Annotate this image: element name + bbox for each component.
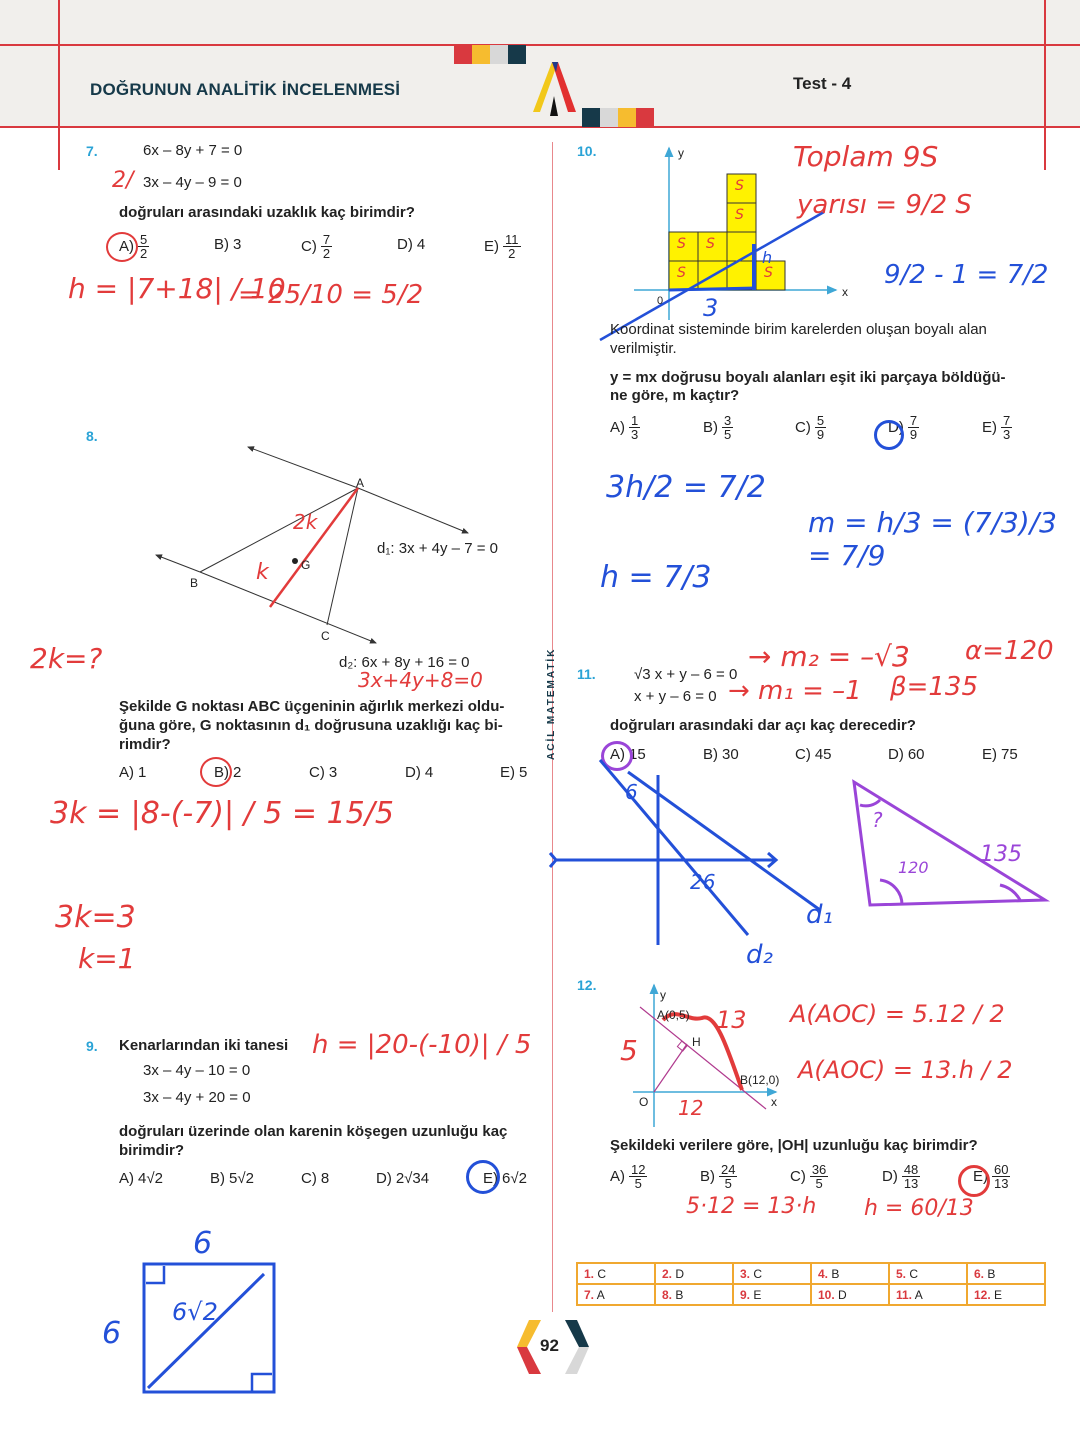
answer-number: 7. [584, 1287, 595, 1302]
option-value: 75 [1001, 746, 1018, 763]
point-g-label: G [301, 558, 311, 572]
option-b[interactable] [700, 1163, 737, 1190]
question-number: 12. [577, 977, 597, 993]
handwritten-calc: 9/2 - 1 = 7/2 [884, 260, 1049, 290]
option-label: D) [405, 764, 421, 781]
question-text: doğruları arasındaki uzaklık kaç birimdir? [119, 204, 415, 221]
line-d1-equation: d₁: 3x + 4y – 7 = 0 [377, 540, 498, 557]
option-a[interactable] [610, 1163, 647, 1190]
answer-number: 9. [740, 1287, 751, 1302]
denominator: 5 [724, 1176, 732, 1191]
handwritten-result: = 25/10 = 5/2 [238, 280, 424, 310]
option-value: 2√34 [395, 1170, 430, 1187]
option-value: 30 [722, 746, 739, 763]
answer-circle [466, 1160, 500, 1194]
answer-letter: B [675, 1287, 684, 1302]
answer-number: 10. [818, 1287, 835, 1302]
option-label: E) [484, 238, 499, 255]
handwritten-area-1: A(AOC) = 5.12 / 2 [790, 1000, 1005, 1028]
option-c[interactable] [790, 1163, 828, 1190]
question-text-line-2: ğuna göre, G noktasının d₁ doğrusuna uzaklığı kaç bi- [119, 717, 503, 734]
handwritten-distance-formula: h = |7+18| / 10 [68, 272, 286, 305]
handwritten-triangle-135: 135 [980, 842, 1022, 867]
answer-letter: C [909, 1266, 919, 1281]
handwritten-equation: 5·12 = 13·h [686, 1194, 817, 1219]
answer-letter: E [753, 1287, 762, 1302]
point-a-label: A(0,5) [657, 1008, 690, 1022]
option-value: 4 [424, 764, 434, 781]
answer-letter: B [987, 1266, 996, 1281]
handwritten-question: 2k=? [30, 642, 103, 675]
question-text: Şekildeki verilere göre, |OH| uzunluğu kaç birimdir? [610, 1137, 978, 1154]
question-number: 11. [577, 666, 596, 682]
answer-cell [811, 1284, 889, 1305]
answer-number: 2. [662, 1266, 673, 1281]
option-label: B) [703, 746, 718, 763]
numerator: 12 [631, 1162, 646, 1177]
option-label: A) [610, 746, 625, 763]
option-label: B) [214, 236, 229, 253]
question-text-line-3: rimdir? [119, 736, 171, 753]
answer-circle [958, 1165, 990, 1197]
y-axis-label: y [660, 988, 666, 1002]
numerator: 7 [1003, 413, 1011, 428]
numerator: 5 [816, 413, 825, 428]
equation-2: 3x – 4y – 9 = 0 [143, 174, 242, 191]
answer-number: 8. [662, 1287, 673, 1302]
option-value: 45 [814, 746, 832, 763]
option-label: E) [500, 764, 515, 781]
option-label: D) [888, 746, 904, 763]
handwritten-d1-label: d₁ [806, 900, 833, 930]
answer-number: 6. [974, 1266, 985, 1281]
answer-number: 3. [740, 1266, 751, 1281]
option-label: A) [610, 419, 625, 436]
handwritten-base: 3 [703, 294, 719, 322]
answer-cell [655, 1284, 733, 1305]
denominator: 13 [903, 1176, 919, 1191]
handwritten-cell-mark: S [677, 236, 686, 252]
handwritten-total: Toplam 9S [793, 140, 939, 173]
handwritten-hypotenuse-13: 13 [716, 1006, 747, 1034]
question-number: 7. [86, 143, 98, 159]
option-label: A) [119, 1170, 134, 1187]
question-prompt-line-1: y = mx doğrusu boyalı alanları eşit iki parçaya böldüğü- [610, 369, 1006, 386]
handwritten-area-2: A(AOC) = 13.h / 2 [798, 1056, 1013, 1084]
option-label: B) [703, 419, 718, 436]
answer-cell [889, 1284, 967, 1305]
answer-cell [577, 1263, 655, 1284]
handwritten-side-top: 6 [193, 1226, 213, 1261]
answer-cell [733, 1263, 811, 1284]
answer-key-row [577, 1263, 1045, 1284]
option-label: E) [483, 1170, 498, 1187]
point-b-label: B [190, 576, 199, 590]
handwritten-cell-mark: S [735, 207, 744, 223]
question-number: 9. [86, 1038, 98, 1054]
handwritten-slope-1: → m₁ = –1 [728, 676, 862, 706]
handwritten-2k: 2k [293, 510, 318, 534]
handwritten-solution-line-3: k=1 [78, 942, 136, 975]
numerator: 11 [505, 232, 519, 247]
handwritten-angle-6: 6 [625, 780, 638, 804]
denominator: 5 [815, 1176, 823, 1191]
handwritten-h: h [762, 248, 773, 267]
equation-1: 3x – 4y – 10 = 0 [143, 1062, 251, 1079]
answer-cell [811, 1263, 889, 1284]
point-b-label: B(12,0) [740, 1073, 780, 1087]
question-text-line-1: doğruları üzerinde olan karenin köşegen uzunluğu kaç [119, 1123, 508, 1140]
option-label: A) [610, 1168, 625, 1185]
option-value: 3 [328, 764, 338, 781]
question-intro: Kenarlarından iki tanesi [119, 1037, 289, 1054]
option-label: A) [119, 764, 134, 781]
answer-number: 1. [584, 1266, 595, 1281]
option-label: C) [790, 1168, 806, 1185]
question-text-line-2: birimdir? [119, 1142, 185, 1159]
point-o-label: O [639, 1095, 649, 1109]
handwritten-cell-mark: S [706, 236, 715, 252]
option-d[interactable] [376, 1170, 429, 1187]
test-label: Test - 4 [793, 74, 852, 93]
option-label: D) [376, 1170, 392, 1187]
option-label: C) [301, 238, 317, 255]
option-label: E) [982, 746, 997, 763]
numerator: 48 [903, 1162, 919, 1177]
option-label: C) [795, 419, 811, 436]
answer-cell [655, 1263, 733, 1284]
handwritten-m-result: m = h/3 = (7/3)/3 = 7/9 [808, 506, 1057, 572]
point-a-label: A [356, 476, 365, 490]
point-h-label: H [692, 1035, 701, 1049]
page-number: 92 [540, 1336, 559, 1355]
answer-key-table [576, 1262, 1046, 1306]
handwritten-diagonal: 6√2 [172, 1298, 218, 1326]
handwritten-d2-label: d₂ [746, 940, 773, 970]
handwritten-side-12: 12 [678, 1096, 704, 1120]
equation-2: x + y – 6 = 0 [634, 688, 717, 705]
answer-cell [733, 1284, 811, 1305]
denominator: 2 [322, 246, 331, 261]
handwritten-cell-mark: S [735, 178, 744, 194]
option-value: 5√2 [229, 1170, 254, 1187]
denominator: 5 [724, 427, 732, 442]
handwritten-h-result: h = 60/13 [864, 1196, 974, 1221]
handwritten-slope-2: → m₂ = –√3 [748, 640, 910, 673]
denominator: 2 [140, 246, 148, 261]
line-d2-equation: d₂: 6x + 8y + 16 = 0 [339, 654, 470, 671]
handwritten-side-left: 6 [102, 1316, 122, 1351]
answer-number: 4. [818, 1266, 829, 1281]
x-axis-label: x [771, 1095, 777, 1109]
handwritten-solution-line-1: 3k = |8-(-7)| / 5 = 15/5 [50, 796, 394, 831]
denominator: 9 [816, 427, 825, 442]
answer-cell [967, 1284, 1045, 1305]
handwritten-d2-simplified: 3x+4y+8=0 [358, 668, 483, 692]
handwritten-triangle-120: 120 [898, 858, 929, 877]
question-number: 10. [577, 143, 597, 159]
handwritten-k: k [256, 560, 269, 585]
denominator: 9 [909, 427, 918, 442]
option-label: B) [210, 1170, 225, 1187]
answer-letter: E [994, 1287, 1003, 1302]
answer-key-row [577, 1284, 1045, 1305]
option-value: 8 [320, 1170, 330, 1187]
option-label: C) [795, 746, 811, 763]
option-value: 1 [138, 764, 147, 781]
handwritten-solution-line-2: 3k=3 [55, 900, 136, 935]
question-prompt-line-2: ne göre, m kaçtır? [610, 387, 740, 404]
answer-number: 11. [896, 1287, 913, 1302]
numerator: 5 [140, 232, 148, 247]
question-text-line-1: Şekilde G noktası ABC üçgeninin ağırlık merkezi oldu- [119, 698, 505, 715]
denominator: 3 [631, 427, 639, 442]
answer-number: 12. [974, 1287, 991, 1302]
answer-cell [889, 1263, 967, 1284]
answer-letter: C [753, 1266, 763, 1281]
handwritten-cell-mark: S [677, 265, 686, 281]
answer-letter: D [675, 1266, 685, 1281]
denominator: 3 [1003, 427, 1011, 442]
option-label: E) [973, 1168, 988, 1185]
numerator: 24 [721, 1162, 736, 1177]
option-label: C) [309, 764, 325, 781]
answer-letter: B [831, 1266, 840, 1281]
option-value: 15 [629, 746, 646, 763]
handwritten-beta: β=135 [890, 672, 979, 702]
equation-1: √3 x + y – 6 = 0 [634, 666, 738, 683]
option-value: 4 [416, 236, 426, 253]
question-number: 8. [86, 428, 98, 444]
handwritten-equation-2: h = 7/3 [600, 560, 712, 595]
handwritten-angle-26: 26 [690, 870, 716, 894]
option-d[interactable] [882, 1163, 920, 1190]
handwritten-prefix: 2/ [112, 168, 134, 193]
option-label: D) [888, 419, 904, 436]
answer-letter: D [838, 1287, 847, 1302]
side-brand-text: ACİL MATEMATİK [546, 647, 557, 760]
question-text-line-1: Koordinat sisteminde birim karelerden oluşan boyalı alan [610, 321, 987, 338]
numerator: 1 [631, 413, 639, 428]
handwritten-half: yarısı = 9/2 S [797, 190, 972, 220]
option-label: B) [700, 1168, 715, 1185]
numerator: 36 [811, 1162, 827, 1177]
answer-number: 5. [896, 1266, 907, 1281]
option-label: D) [397, 236, 413, 253]
option-label: C) [301, 1170, 317, 1187]
option-value: 60 [907, 746, 925, 763]
chapter-title: DOĞRUNUN ANALİTİK İNCELENMESİ [90, 80, 401, 99]
numerator: 7 [322, 232, 331, 247]
denominator: 5 [634, 1176, 642, 1191]
question-text-line-2: verilmiştir. [610, 340, 677, 357]
answer-letter: A [914, 1287, 923, 1302]
answer-letter: A [596, 1287, 605, 1302]
equation-2: 3x – 4y + 20 = 0 [143, 1089, 251, 1106]
option-value: 5 [519, 764, 528, 781]
handwritten-cell-mark: S [764, 265, 773, 281]
numerator: 60 [994, 1162, 1009, 1177]
option-value: 6√2 [502, 1170, 527, 1187]
option-value: 3 [233, 236, 242, 253]
option-value: 4√2 [138, 1170, 163, 1187]
option-label: B) [214, 764, 229, 781]
option-c[interactable] [301, 1170, 329, 1187]
answer-letter: C [597, 1266, 607, 1281]
option-label: A) [119, 238, 134, 255]
handwritten-alpha: α=120 [965, 636, 1054, 666]
handwritten-side-5: 5 [620, 1034, 638, 1067]
answer-cell [577, 1284, 655, 1305]
origin-label: 0 [657, 295, 664, 307]
y-axis-label: y [678, 146, 684, 160]
x-axis-label: x [842, 285, 848, 299]
numerator: 7 [909, 413, 918, 428]
option-label: D) [882, 1168, 898, 1185]
handwritten-distance-formula: h = |20-(-10)| / 5 [312, 1030, 532, 1060]
denominator: 2 [508, 246, 516, 261]
numerator: 3 [724, 413, 732, 428]
question-text: doğruları arasındaki dar açı kaç derecedir? [610, 717, 916, 734]
point-c-label: C [321, 629, 330, 643]
answer-cell [967, 1263, 1045, 1284]
option-label: E) [982, 419, 997, 436]
equation-1: 6x – 8y + 7 = 0 [143, 142, 243, 159]
denominator: 13 [994, 1176, 1009, 1191]
option-value: 2 [233, 764, 242, 781]
handwritten-triangle-unknown: ? [872, 808, 883, 832]
handwritten-equation-1: 3h/2 = 7/2 [606, 470, 766, 505]
